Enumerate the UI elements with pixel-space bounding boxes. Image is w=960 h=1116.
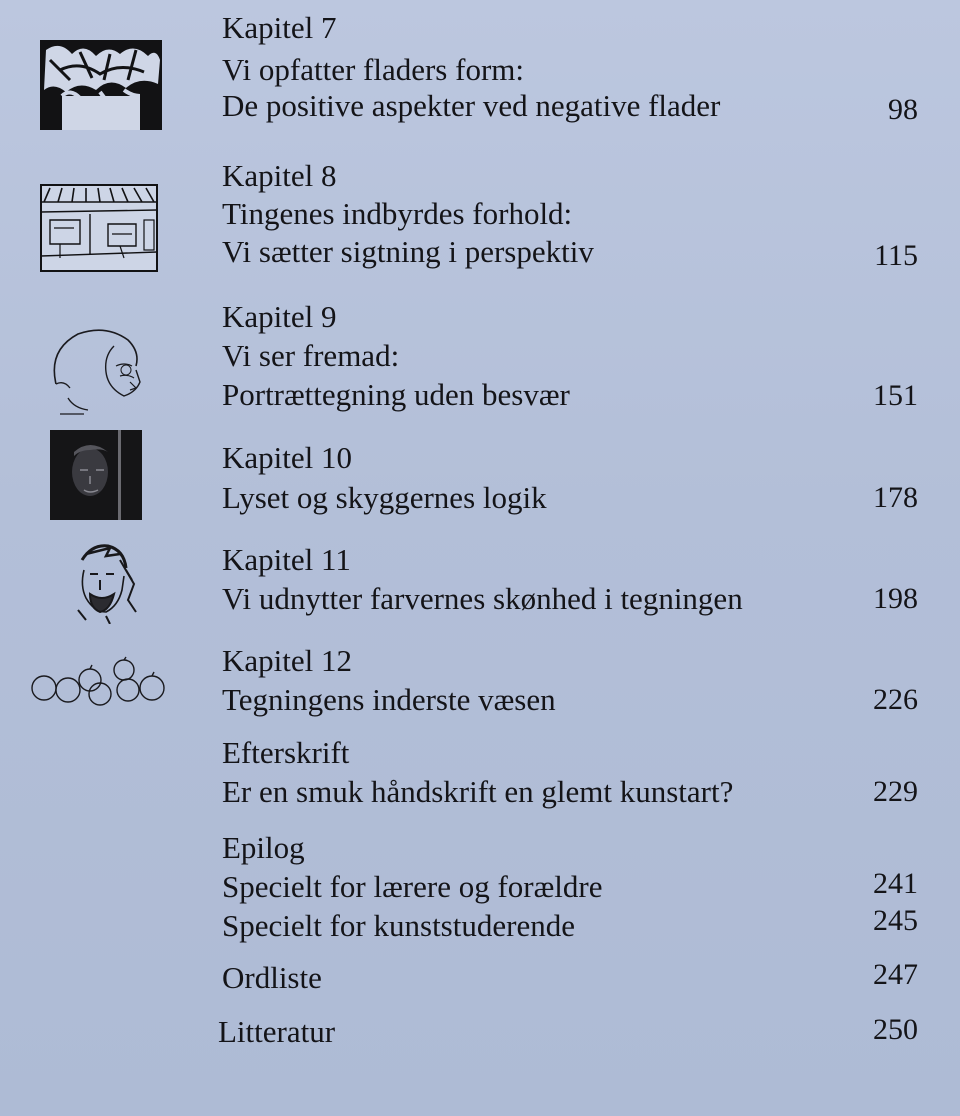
apples-icon <box>28 656 168 708</box>
entry-line: Epilog <box>222 830 305 865</box>
page-number: 151 <box>873 379 918 412</box>
entry-line: Kapitel 9 <box>222 299 337 334</box>
entry-line: Specielt for lærere og forældre <box>222 869 603 904</box>
portrait-sketch-icon <box>44 322 148 418</box>
page-number: 247 <box>873 958 918 991</box>
page-number: 178 <box>873 481 918 514</box>
entry-line: De positive aspekter ved negative flader <box>222 88 721 123</box>
page-number: 226 <box>873 683 918 716</box>
abstract-foliage-icon <box>40 40 162 130</box>
page-number: 229 <box>873 775 918 808</box>
shadowed-face-icon <box>50 430 142 520</box>
page-number: 241 <box>873 867 918 900</box>
entry-line: Efterskrift <box>222 735 350 770</box>
page-number: 98 <box>888 93 918 126</box>
entry-line: Kapitel 7 <box>222 10 337 45</box>
entry-line: Specielt for kunststuderende <box>222 908 575 943</box>
entry-line: Tingenes indbyrdes forhold: <box>222 196 573 231</box>
entry-line: Vi ser fremad: <box>222 338 400 373</box>
entry-line: Litteratur <box>218 1014 336 1049</box>
page-number: 115 <box>874 239 918 272</box>
page-number: 245 <box>873 904 918 937</box>
entry-line: Er en smuk håndskrift en glemt kunstart? <box>222 774 734 809</box>
entry-line: Kapitel 12 <box>222 643 352 678</box>
entry-line: Lyset og skyggernes logik <box>222 480 547 515</box>
entry-line: Ordliste <box>222 960 322 995</box>
entry-line: Vi udnytter farvernes skønhed i tegningen <box>222 581 743 616</box>
entry-line: Vi opfatter fladers form: <box>222 52 524 87</box>
page-number: 198 <box>873 582 918 615</box>
entry-line: Kapitel 10 <box>222 440 352 475</box>
entry-line: Tegningens inderste væsen <box>222 682 556 717</box>
entry-line: Kapitel 11 <box>222 542 351 577</box>
bearded-man-icon <box>66 540 138 624</box>
page-number: 250 <box>873 1013 918 1046</box>
entry-line: Portrættegning uden besvær <box>222 377 570 412</box>
room-interior-icon <box>40 184 158 272</box>
entry-line: Vi sætter sigtning i perspektiv <box>222 234 594 269</box>
entry-line: Kapitel 8 <box>222 158 337 193</box>
